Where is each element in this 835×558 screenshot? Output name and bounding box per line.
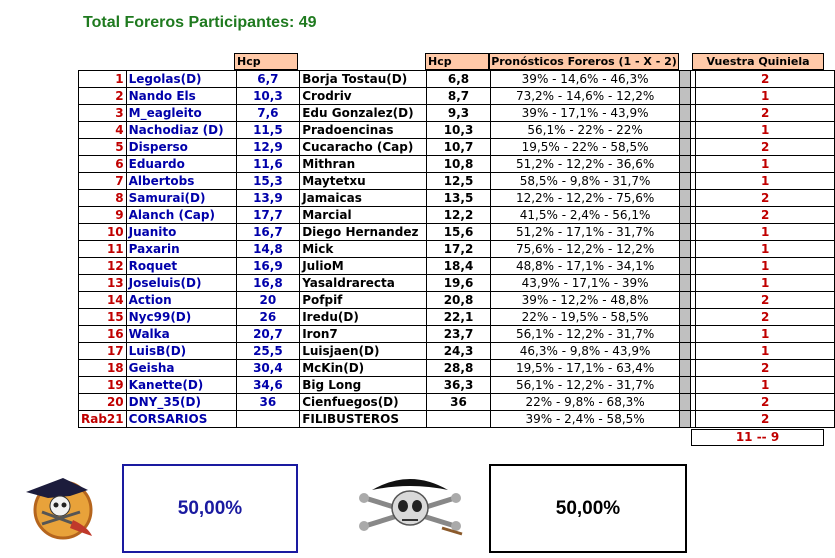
handicap-team2: 23,7: [427, 326, 491, 343]
quiniela-pick: 1: [696, 275, 835, 292]
forecast-percentages: 39% - 14,6% - 46,3%: [490, 71, 680, 88]
handicap-team1: 10,3: [236, 88, 300, 105]
quiniela-pick: 2: [696, 71, 835, 88]
quiniela-pick: 1: [696, 377, 835, 394]
row-number: 3: [79, 105, 127, 122]
quiniela-pick: 2: [696, 309, 835, 326]
player-name-team2: Marcial: [300, 207, 427, 224]
player-name-team2: Pofpif: [300, 292, 427, 309]
handicap-team1: 25,5: [236, 343, 300, 360]
handicap-team2: 6,8: [427, 71, 491, 88]
handicap-team1: 11,6: [236, 156, 300, 173]
quiniela-pick: 1: [696, 122, 835, 139]
player-name-team2: Borja Tostau(D): [300, 71, 427, 88]
table-row: [79, 394, 835, 411]
player-name-team1: Legolas(D): [126, 71, 236, 88]
column-separator: [680, 258, 691, 275]
player-name-team1: Alanch (Cap): [126, 207, 236, 224]
row-number: 1: [79, 71, 127, 88]
player-name-team1: Eduardo: [126, 156, 236, 173]
handicap-team1: 17,7: [236, 207, 300, 224]
row-number: 20: [79, 394, 127, 411]
player-name-team2: Mick: [300, 241, 427, 258]
table-row: [79, 207, 835, 224]
row-number: 15: [79, 309, 127, 326]
table-row: [79, 190, 835, 207]
row-number: 19: [79, 377, 127, 394]
table-row: [79, 71, 835, 88]
handicap-team2: 10,3: [427, 122, 491, 139]
row-number: 9: [79, 207, 127, 224]
forecast-percentages: 22% - 19,5% - 58,5%: [490, 309, 680, 326]
column-separator: [680, 190, 691, 207]
handicap-team1: 11,5: [236, 122, 300, 139]
player-name-team2: Diego Hernandez: [300, 224, 427, 241]
player-name-team2: Cucaracho (Cap): [300, 139, 427, 156]
player-name-team2: Iron7: [300, 326, 427, 343]
table-row: [79, 139, 835, 156]
player-name-team1: Action: [126, 292, 236, 309]
column-separator: [680, 207, 691, 224]
row-number: 11: [79, 241, 127, 258]
column-separator: [680, 394, 691, 411]
handicap-team2: 20,8: [427, 292, 491, 309]
handicap-team2: 17,2: [427, 241, 491, 258]
results-table: [78, 70, 835, 428]
handicap-team2: 36,3: [427, 377, 491, 394]
player-name-team2: FILIBUSTEROS: [300, 411, 427, 428]
column-separator: [680, 360, 691, 377]
quiniela-pick: 1: [696, 156, 835, 173]
forecast-percentages: 73,2% - 14,6% - 12,2%: [490, 88, 680, 105]
quiniela-pick: 1: [696, 173, 835, 190]
row-number: 4: [79, 122, 127, 139]
quiniela-total: 11 -- 9: [691, 429, 824, 446]
table-row: [79, 360, 835, 377]
player-name-team1: DNY_35(D): [126, 394, 236, 411]
row-number: 12: [79, 258, 127, 275]
quiniela-pick: 1: [696, 326, 835, 343]
forecast-percentages: 43,9% - 17,1% - 39%: [490, 275, 680, 292]
player-name-team1: Disperso: [126, 139, 236, 156]
handicap-team2: 28,8: [427, 360, 491, 377]
column-separator: [680, 156, 691, 173]
forecast-percentages: 56,1% - 12,2% - 31,7%: [490, 326, 680, 343]
quiniela-pick: 2: [696, 292, 835, 309]
handicap-team2: 9,3: [427, 105, 491, 122]
forecast-percentages: 19,5% - 17,1% - 63,4%: [490, 360, 680, 377]
handicap-team2: 12,5: [427, 173, 491, 190]
forecast-percentages: 39% - 17,1% - 43,9%: [490, 105, 680, 122]
quiniela-pick: 1: [696, 343, 835, 360]
table-row: [79, 343, 835, 360]
player-name-team2: Luisjaen(D): [300, 343, 427, 360]
table-row: [79, 258, 835, 275]
player-name-team1: Nyc99(D): [126, 309, 236, 326]
header-hcp2: Hcp: [425, 53, 489, 70]
row-number: 16: [79, 326, 127, 343]
handicap-team1: 15,3: [236, 173, 300, 190]
handicap-team1: 16,7: [236, 224, 300, 241]
forecast-percentages: 56,1% - 22% - 22%: [490, 122, 680, 139]
handicap-team2: 13,5: [427, 190, 491, 207]
row-number: 13: [79, 275, 127, 292]
handicap-team2: 8,7: [427, 88, 491, 105]
quiniela-pick: 2: [696, 394, 835, 411]
player-name-team1: Joseluis(D): [126, 275, 236, 292]
page-title: Total Foreros Participantes: 49: [83, 14, 317, 31]
handicap-team1: 30,4: [236, 360, 300, 377]
forecast-percentages: 51,2% - 17,1% - 31,7%: [490, 224, 680, 241]
table-row: [79, 292, 835, 309]
column-separator: [680, 326, 691, 343]
handicap-team1: [236, 411, 300, 428]
handicap-team2: 24,3: [427, 343, 491, 360]
column-separator: [680, 71, 691, 88]
player-name-team1: M_eagleito: [126, 105, 236, 122]
handicap-team1: 16,8: [236, 275, 300, 292]
quiniela-pick: 1: [696, 258, 835, 275]
quiniela-pick: 1: [696, 241, 835, 258]
handicap-team1: 16,9: [236, 258, 300, 275]
handicap-team1: 36: [236, 394, 300, 411]
table-row: [79, 377, 835, 394]
forecast-percentages: 41,5% - 2,4% - 56,1%: [490, 207, 680, 224]
table-row: [79, 309, 835, 326]
player-name-team2: Mithran: [300, 156, 427, 173]
player-name-team1: Nando Els: [126, 88, 236, 105]
player-name-team1: Kanette(D): [126, 377, 236, 394]
handicap-team2: 10,7: [427, 139, 491, 156]
column-separator: [680, 122, 691, 139]
handicap-team1: 13,9: [236, 190, 300, 207]
player-name-team1: Juanito: [126, 224, 236, 241]
quiniela-pick: 2: [696, 105, 835, 122]
team2-percentage: 50,00%: [489, 464, 687, 553]
quiniela-pick: 2: [696, 360, 835, 377]
column-separator: [680, 173, 691, 190]
player-name-team1: Albertobs: [126, 173, 236, 190]
quiniela-pick: 2: [696, 411, 835, 428]
handicap-team2: 10,8: [427, 156, 491, 173]
handicap-team1: 20: [236, 292, 300, 309]
player-name-team2: JulioM: [300, 258, 427, 275]
player-name-team2: Maytetxu: [300, 173, 427, 190]
column-separator: [680, 309, 691, 326]
forecast-percentages: 58,5% - 9,8% - 31,7%: [490, 173, 680, 190]
table-row: [79, 156, 835, 173]
forecast-percentages: 46,3% - 9,8% - 43,9%: [490, 343, 680, 360]
corsarios-logo: [18, 472, 98, 542]
row-number: 6: [79, 156, 127, 173]
player-name-team2: Jamaicas: [300, 190, 427, 207]
column-separator: [680, 105, 691, 122]
table-row: [79, 173, 835, 190]
forecast-percentages: 12,2% - 12,2% - 75,6%: [490, 190, 680, 207]
handicap-team1: 6,7: [236, 71, 300, 88]
header-pronosticos: Pronósticos Foreros (1 - X - 2): [489, 53, 679, 70]
column-separator: [680, 139, 691, 156]
quiniela-pick: 1: [696, 88, 835, 105]
handicap-team2: 19,6: [427, 275, 491, 292]
forecast-percentages: 39% - 12,2% - 48,8%: [490, 292, 680, 309]
column-separator: [680, 411, 691, 428]
handicap-team1: 34,6: [236, 377, 300, 394]
handicap-team2: 15,6: [427, 224, 491, 241]
row-number: 18: [79, 360, 127, 377]
forecast-percentages: 19,5% - 22% - 58,5%: [490, 139, 680, 156]
player-name-team1: Roquet: [126, 258, 236, 275]
column-separator: [680, 88, 691, 105]
player-name-team1: Nachodiaz (D): [126, 122, 236, 139]
handicap-team2: 12,2: [427, 207, 491, 224]
handicap-team1: 14,8: [236, 241, 300, 258]
forecast-percentages: 56,1% - 12,2% - 31,7%: [490, 377, 680, 394]
handicap-team1: 12,9: [236, 139, 300, 156]
player-name-team2: Iredu(D): [300, 309, 427, 326]
handicap-team2: 22,1: [427, 309, 491, 326]
row-number: 5: [79, 139, 127, 156]
player-name-team2: Pradoencinas: [300, 122, 427, 139]
handicap-team1: 26: [236, 309, 300, 326]
table-row: [79, 275, 835, 292]
player-name-team1: Samurai(D): [126, 190, 236, 207]
player-name-team2: Yasaldrarecta: [300, 275, 427, 292]
quiniela-pick: 2: [696, 190, 835, 207]
table-row: [79, 88, 835, 105]
quiniela-pick: 2: [696, 207, 835, 224]
column-separator: [680, 292, 691, 309]
forecast-percentages: 51,2% - 12,2% - 36,6%: [490, 156, 680, 173]
column-separator: [680, 275, 691, 292]
handicap-team1: 20,7: [236, 326, 300, 343]
column-separator: [680, 241, 691, 258]
player-name-team2: Crodriv: [300, 88, 427, 105]
table-row: [79, 241, 835, 258]
table-row: [79, 122, 835, 139]
forecast-percentages: 39% - 2,4% - 58,5%: [490, 411, 680, 428]
filibusteros-logo: [350, 468, 470, 543]
player-name-team2: Big Long: [300, 377, 427, 394]
forecast-percentages: 48,8% - 17,1% - 34,1%: [490, 258, 680, 275]
row-number: 7: [79, 173, 127, 190]
player-name-team2: Edu Gonzalez(D): [300, 105, 427, 122]
team1-percentage: 50,00%: [122, 464, 298, 553]
handicap-team2: 36: [427, 394, 491, 411]
forecast-percentages: 75,6% - 12,2% - 12,2%: [490, 241, 680, 258]
handicap-team2: [427, 411, 491, 428]
column-separator: [680, 377, 691, 394]
row-number: 8: [79, 190, 127, 207]
player-name-team1: Paxarin: [126, 241, 236, 258]
row-number: 10: [79, 224, 127, 241]
player-name-team1: LuisB(D): [126, 343, 236, 360]
header-quiniela: Vuestra Quiniela: [692, 53, 824, 70]
player-name-team2: McKin(D): [300, 360, 427, 377]
forecast-percentages: 22% - 9,8% - 68,3%: [490, 394, 680, 411]
table-row: [79, 411, 835, 428]
quiniela-pick: 2: [696, 139, 835, 156]
row-number: Rab21: [79, 411, 127, 428]
row-number: 2: [79, 88, 127, 105]
handicap-team1: 7,6: [236, 105, 300, 122]
column-separator: [680, 224, 691, 241]
quiniela-pick: 1: [696, 224, 835, 241]
row-number: 17: [79, 343, 127, 360]
table-row: [79, 326, 835, 343]
table-row: [79, 224, 835, 241]
column-separator: [680, 343, 691, 360]
handicap-team2: 18,4: [427, 258, 491, 275]
header-hcp1: Hcp: [234, 53, 298, 70]
player-name-team1: CORSARIOS: [126, 411, 236, 428]
player-name-team1: Geisha: [126, 360, 236, 377]
player-name-team1: Walka: [126, 326, 236, 343]
table-row: [79, 105, 835, 122]
row-number: 14: [79, 292, 127, 309]
player-name-team2: Cienfuegos(D): [300, 394, 427, 411]
